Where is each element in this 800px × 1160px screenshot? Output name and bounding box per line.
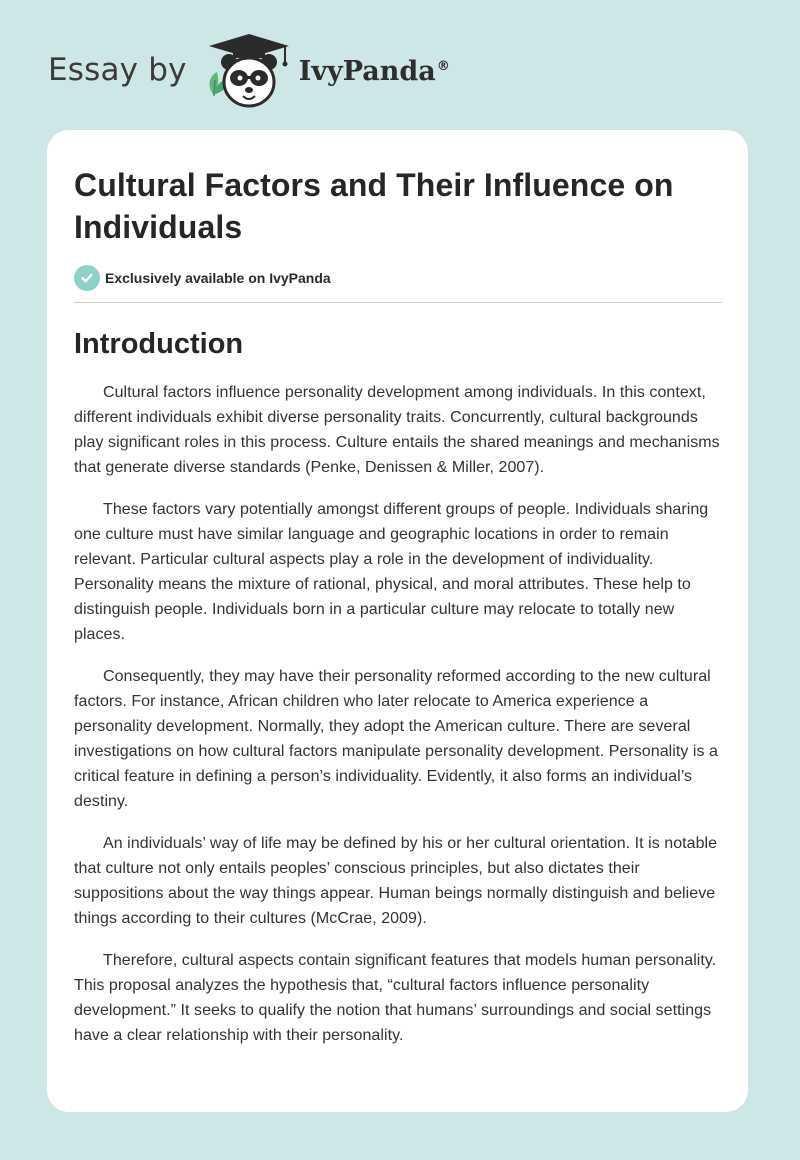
brand-name[interactable] xyxy=(299,56,450,87)
registered-mark: ® xyxy=(436,58,450,74)
essay-title: Cultural Factors and Their Influence on Individuals xyxy=(74,167,674,245)
divider xyxy=(74,302,722,303)
panda-graduate-icon[interactable] xyxy=(203,32,295,112)
site-header xyxy=(48,32,450,112)
check-icon xyxy=(74,265,100,291)
paragraph: An individuals’ way of life may be defined by his or her cultural orientation. It is notable that culture not only entails peoples’ conscious principles, but also dictates their suppositions about the way things appear. Human beings normally distinguish and believe things according to their cultures (McCrae, 2009). xyxy=(74,835,718,927)
paragraph: Cultural factors influence personality development among individuals. In this context, different individuals exhibit diverse personality traits. Concurrently, cultural backgrounds play significant roles in this process. Culture entails the shared meanings and mechanisms that generate diverse standards (Penke, Denissen & Miller, 2007). xyxy=(74,384,720,476)
paragraph: Consequently, they may have their personality reformed according to the new cultural factors. For instance, African children who later relocate to America experience a personality development. Normally, they adopt the American culture. There are several investigations on how cultural factors manipulate personality development. Personality is a critical feature in defining a person’s individuality. Evidently, it also forms an individual’s destiny. xyxy=(74,668,719,810)
brand-name-text: IvyPanda xyxy=(298,55,436,87)
brand-prefix: Essay by xyxy=(48,52,187,88)
essay-card xyxy=(47,130,748,1112)
exclusive-badge xyxy=(74,264,722,292)
section-heading: Introduction xyxy=(74,328,244,360)
paragraph: Therefore, cultural aspects contain significant features that models human personality. This proposal analyzes the hypothesis that, “cultural factors influence personality development.” It seeks to qualify the notion that humans’ surroundings and social settings have a clear relationship with their personality. xyxy=(74,952,717,1044)
badge-text: Exclusively available on IvyPanda xyxy=(105,270,331,286)
paragraph: These factors vary potentially amongst different groups of people. Individuals sharing one culture must have similar language and geographic locations in order to remain relevant. Particular cultural aspects play a role in the development of individuality. Personality means the mixture of rational, physical, and moral attributes. These help to distinguish people. Individuals born in a particular culture may relocate to totally new places. xyxy=(74,501,709,643)
